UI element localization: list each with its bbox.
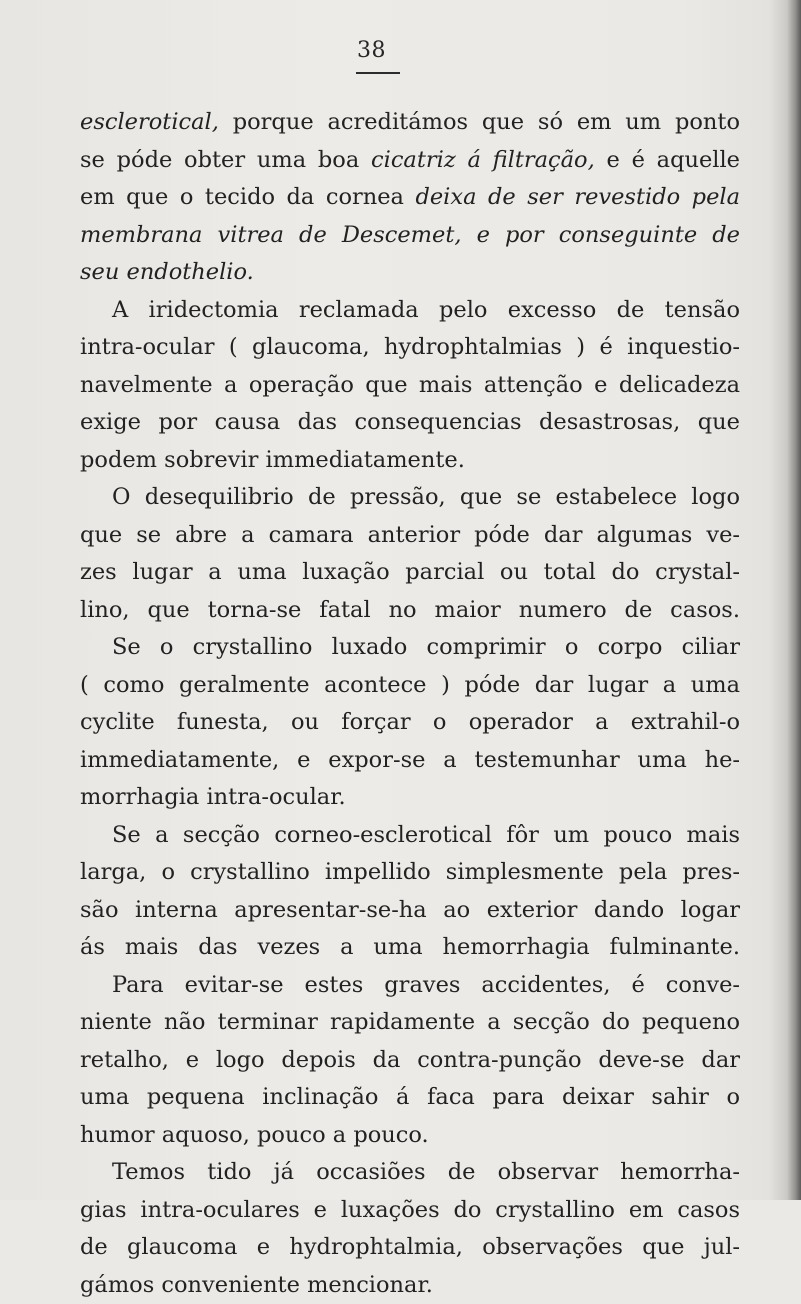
text-line: [80, 217, 740, 255]
text-span: que se abre a camara anterior póde dar algumas ve-: [80, 522, 740, 548]
text-line: [80, 254, 740, 292]
text-line: [80, 629, 740, 667]
text-line: [80, 442, 740, 480]
text-span: uma pequena inclinação á faca para deixar sahir o: [80, 1084, 740, 1110]
italic-text: esclerotical,: [80, 109, 219, 135]
text-span: humor aquoso, pouco a pouco.: [80, 1122, 429, 1148]
text-span: e é aquelle: [595, 147, 740, 173]
text-line: [80, 592, 740, 630]
text-line: [80, 479, 740, 517]
text-line: [80, 1079, 740, 1117]
text-line: [80, 704, 740, 742]
text-span: são interna apresentar-se-ha ao exterior dando logar: [80, 897, 740, 923]
text-span: zes lugar a uma luxação parcial ou total do crystal-: [80, 559, 740, 585]
text-line: [80, 1154, 740, 1192]
text-span: gias intra-oculares e luxações do crystallino em casos: [80, 1197, 740, 1223]
text-span: Se a secção corneo-esclerotical fôr um pouco mais: [112, 822, 740, 848]
page-edge-shadow: [787, 0, 801, 1200]
text-span: A iridectomia reclamada pelo excesso de tensão: [112, 297, 740, 323]
text-span: larga, o crystallino impellido simplesmente pela pres-: [80, 859, 740, 885]
text-line: [80, 929, 740, 967]
text-line: [80, 329, 740, 367]
text-line: [80, 104, 740, 142]
page-number-rule: [356, 72, 400, 74]
text-span: ( como geralmente acontece ) póde dar lugar a uma: [80, 672, 740, 698]
italic-text: cicatriz á filtração,: [371, 147, 595, 173]
text-span: retalho, e logo depois da contra-punção deve-se dar: [80, 1047, 740, 1073]
text-span: porque acreditámos que só em um ponto: [219, 109, 740, 135]
text-span: gámos conveniente mencionar.: [80, 1272, 433, 1298]
text-span: de glaucoma e hydrophtalmia, observações que jul-: [80, 1234, 740, 1260]
italic-text: deixa de ser revestido pela: [415, 184, 740, 210]
text-span: Temos tido já occasiões de observar hemorrha-: [112, 1159, 740, 1185]
text-line: [80, 854, 740, 892]
text-span: O desequilibrio de pressão, que se estabelece logo: [112, 484, 740, 510]
text-span: navelmente a operação que mais attenção e delicadeza: [80, 372, 740, 398]
text-line: [80, 1004, 740, 1042]
italic-text: seu endothelio.: [80, 259, 254, 285]
text-line: [80, 817, 740, 855]
text-line: [80, 179, 740, 217]
text-line: [80, 1267, 740, 1304]
text-line: [80, 367, 740, 405]
text-line: [80, 292, 740, 330]
page-number: 38: [357, 38, 386, 63]
text-line: [80, 1042, 740, 1080]
text-line: [80, 742, 740, 780]
text-span: em que o tecido da cornea: [80, 184, 415, 210]
body-text: [80, 104, 740, 1304]
text-line: [80, 779, 740, 817]
text-line: [80, 404, 740, 442]
text-line: [80, 967, 740, 1005]
text-line: [80, 517, 740, 555]
text-line: [80, 1117, 740, 1155]
text-span: immediatamente, e expor-se a testemunhar uma he-: [80, 747, 740, 773]
text-span: se póde obter uma boa: [80, 147, 371, 173]
text-line: [80, 892, 740, 930]
text-line: [80, 554, 740, 592]
text-line: [80, 1192, 740, 1230]
text-line: [80, 667, 740, 705]
text-span: intra-ocular ( glaucoma, hydrophtalmias ) é inquestio-: [80, 334, 740, 360]
text-line: [80, 1229, 740, 1267]
italic-text: membrana vitrea de Descemet, e por conseguinte de: [80, 222, 740, 248]
text-span: ás mais das vezes a uma hemorrhagia fulminante.: [80, 934, 740, 960]
text-span: exige por causa das consequencias desastrosas, que: [80, 409, 740, 435]
text-span: Se o crystallino luxado comprimir o corpo ciliar: [112, 634, 740, 660]
text-span: morrhagia intra-ocular.: [80, 784, 346, 810]
text-span: niente não terminar rapidamente a secção do pequeno: [80, 1009, 740, 1035]
text-span: Para evitar-se estes graves accidentes, é conve-: [112, 972, 740, 998]
text-span: lino, que torna-se fatal no maior numero de casos.: [80, 597, 740, 623]
text-span: cyclite funesta, ou forçar o operador a extrahil-o: [80, 709, 740, 735]
text-line: [80, 142, 740, 180]
text-span: podem sobrevir immediatamente.: [80, 447, 465, 473]
